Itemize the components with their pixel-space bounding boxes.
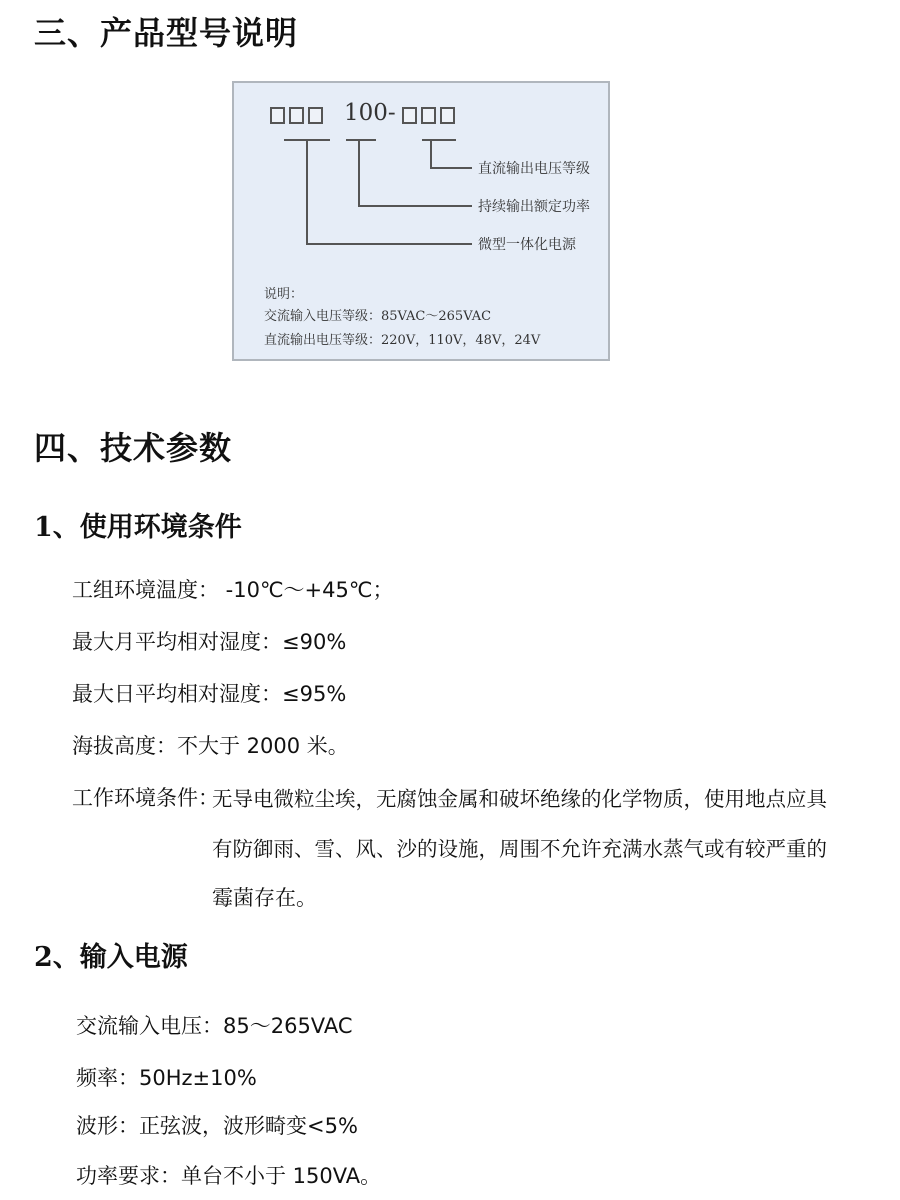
- label-micro-integrated-power: 微型一体化电源: [478, 237, 576, 253]
- input-frequency: 频率：50Hz±10%: [76, 1066, 257, 1090]
- model-code-text: 100-: [344, 100, 396, 126]
- subheading-input-power: 2、输入电源: [34, 942, 188, 973]
- diagram-note-dc-output: 直流输出电压等级：220V，110V，48V，24V: [264, 333, 541, 348]
- code-square-4: [402, 107, 417, 124]
- env-humidity-month: 最大月平均相对湿度：≤90%: [72, 630, 347, 654]
- env-altitude: 海拔高度：不大于 2000 米。: [72, 734, 349, 758]
- leader-power-vertical: [358, 139, 360, 205]
- env-temperature: 工组环境温度： -10℃～+45℃；: [72, 578, 394, 602]
- env-work-line-2: 有防御雨、雪、风、沙的设施，周围不允许充满水蒸气或有较严重的: [212, 837, 827, 861]
- diagram-notes-title: 说明：: [264, 287, 304, 302]
- input-waveform: 波形：正弦波，波形畸变<5%: [76, 1114, 358, 1138]
- leader-series-horizontal: [306, 243, 472, 245]
- input-power-requirement: 功率要求：单台不小于 150VA。: [76, 1164, 382, 1188]
- leader-voltage-horizontal: [430, 167, 472, 169]
- env-work-line-1: 无导电微粒尘埃，无腐蚀金属和破坏绝缘的化学物质，使用地点应具: [212, 787, 827, 811]
- code-square-5: [421, 107, 436, 124]
- section-heading-tech-params: 四、技术参数: [34, 429, 233, 467]
- diagram-note-ac-input: 交流输入电压等级：85VAC～265VAC: [264, 309, 492, 324]
- underline-power: [346, 139, 376, 141]
- label-continuous-rated-power: 持续输出额定功率: [478, 199, 590, 215]
- subheading-environment: 1、使用环境条件: [34, 512, 242, 543]
- code-square-2: [289, 107, 304, 124]
- label-dc-output-voltage-grade: 直流输出电压等级: [478, 161, 590, 177]
- env-humidity-day: 最大日平均相对湿度：≤95%: [72, 682, 347, 706]
- env-work-label: 工作环境条件：: [72, 786, 219, 810]
- underline-voltage: [422, 139, 456, 141]
- leader-series-vertical: [306, 139, 308, 243]
- leader-voltage-vertical: [430, 139, 432, 167]
- code-square-6: [440, 107, 455, 124]
- code-square-1: [270, 107, 285, 124]
- input-ac-voltage: 交流输入电压：85～265VAC: [76, 1014, 353, 1038]
- code-square-3: [308, 107, 323, 124]
- model-diagram: [232, 81, 610, 361]
- leader-power-horizontal: [358, 205, 472, 207]
- section-heading-model: 三、产品型号说明: [34, 14, 299, 52]
- env-work-line-3: 霉菌存在。: [212, 886, 317, 910]
